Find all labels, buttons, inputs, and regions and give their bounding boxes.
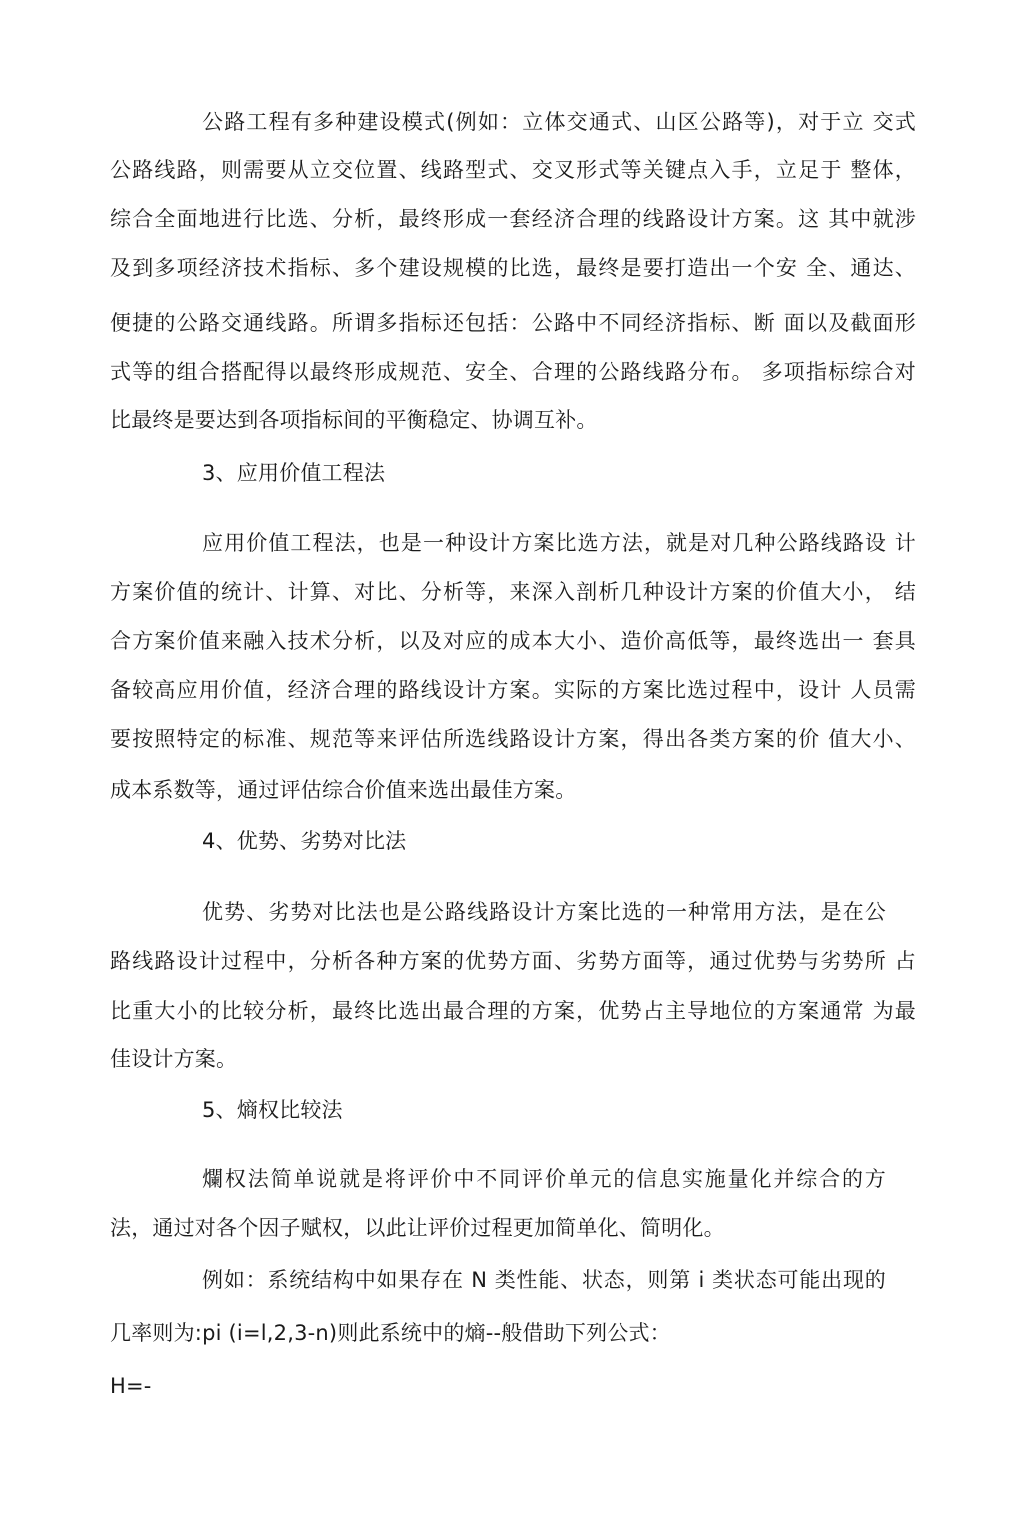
paragraph-4-line-1: 爛权法简单说就是将评价中不同评价单元的信息实施量化并综合的方 [202, 1167, 886, 1191]
paragraph-2-line-1: 应用价值工程法，也是一种设计方案比选方法，就是对几种公路线路设 计 [202, 531, 916, 555]
paragraph-3-line-2: 路线路设计过程中，分析各种方案的优势方面、劣势方面等，通过优势与劣势所 占 [110, 949, 916, 973]
paragraph-1-line-4: 及到多项经济技术指标、多个建设规模的比选，最终是要打造出一个安 全、通达、 [110, 256, 916, 280]
paragraph-1-line-5: 便捷的公路交通线路。所谓多指标还包括：公路中不同经济指标、断 面以及截面形 [110, 311, 916, 335]
paragraph-5-line-2: 几率则为:pi (i=l,2,3-n)则此系统中的熵--般借助下列公式： [110, 1321, 671, 1345]
paragraph-2-line-4: 备较高应用价值，经济合理的路线设计方案。实际的方案比选过程中，设计 人员需 [110, 678, 916, 702]
paragraph-2-line-6: 成本系数等，通过评估综合价值来选出最佳方案。 [110, 778, 577, 802]
paragraph-1-line-7: 比最终是要达到各项指标间的平衡稳定、协调互补。 [110, 408, 598, 432]
paragraph-2-line-2: 方案价值的统计、计算、对比、分析等，来深入剖析几种设计方案的价值大小， 结 [110, 580, 916, 604]
paragraph-1-line-6: 式等的组合搭配得以最终形成规范、安全、合理的公路线路分布。 多项指标综合对 [110, 360, 916, 384]
paragraph-4-line-2: 法，通过对各个因子赋权，以此让评价过程更加简单化、简明化。 [110, 1216, 725, 1240]
paragraph-3-line-3: 比重大小的比较分析，最终比选出最合理的方案，优势占主导地位的方案通常 为最 [110, 999, 916, 1023]
section-heading-5: 5、熵权比较法 [202, 1098, 343, 1122]
paragraph-5-line-1: 例如：系统结构中如果存在 N 类性能、状态，则第 i 类状态可能出现的 [202, 1268, 886, 1292]
paragraph-1-line-3: 综合全面地进行比选、分析，最终形成一套经济合理的线路设计方案。这 其中就涉 [110, 207, 916, 231]
paragraph-2-line-5: 要按照特定的标准、规范等来评估所选线路设计方案，得出各类方案的价 值大小、 [110, 727, 916, 751]
formula-text: H=- [110, 1374, 152, 1398]
section-heading-4: 4、优势、劣势对比法 [202, 829, 407, 853]
paragraph-1-line-2: 公路线路，则需要从立交位置、线路型式、交叉形式等关键点入手，立足于 整体， [110, 158, 916, 182]
paragraph-2-line-3: 合方案价值来融入技术分析，以及对应的成本大小、造价高低等，最终选出一 套具 [110, 629, 916, 653]
paragraph-3-line-1: 优势、劣势对比法也是公路线路设计方案比选的一种常用方法，是在公 [202, 900, 886, 924]
section-heading-3: 3、应用价值工程法 [202, 461, 386, 485]
paragraph-3-line-4: 佳设计方案。 [110, 1047, 238, 1071]
paragraph-1-line-1: 公路工程有多种建设模式(例如：立体交通式、山区公路等)，对于立 交式 [202, 110, 916, 134]
